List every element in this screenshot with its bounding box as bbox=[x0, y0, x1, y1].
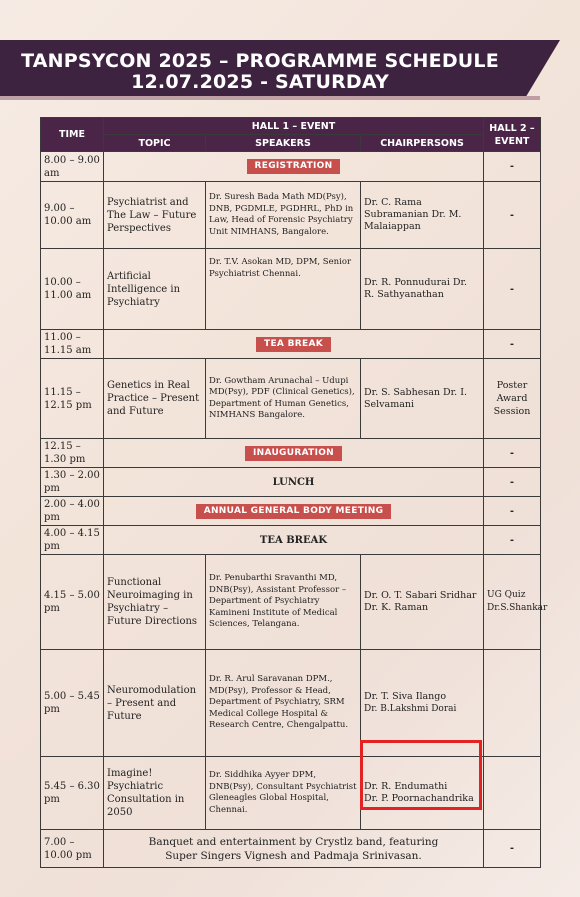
table-row bbox=[41, 249, 541, 330]
header-row-2 bbox=[41, 135, 541, 152]
topic-cell: Psychiatrist and The Law – Future Perspectives bbox=[104, 182, 206, 249]
header-topic: TOPIC bbox=[104, 135, 206, 152]
time-cell: 11.00 – 11.15 am bbox=[41, 330, 104, 359]
banquet-line-2: Super Singers Vignesh and Padmaja Srinivasan. bbox=[165, 849, 422, 862]
speaker-cell: Dr. Gowtham Arunachal – Udupi MD(Psy), PDF (Clinical Genetics), Department of Human Genetics, NIMHANS Bangalore. bbox=[206, 359, 361, 439]
hall2-cell: - bbox=[484, 830, 541, 868]
time-cell: 8.00 – 9.00 am bbox=[41, 152, 104, 182]
hall2-cell: - bbox=[484, 152, 541, 182]
header-row-1 bbox=[41, 118, 541, 135]
header-hall1: HALL 1 – EVENT bbox=[104, 118, 484, 135]
lunch-cell: LUNCH bbox=[104, 468, 484, 497]
hall2-cell: - bbox=[484, 249, 541, 330]
table-row bbox=[41, 526, 541, 555]
hall2-cell bbox=[484, 757, 541, 830]
table-row bbox=[41, 555, 541, 650]
table-row bbox=[41, 497, 541, 526]
table-row bbox=[41, 468, 541, 497]
chairperson-name: Dr. P. Poornachandrika bbox=[364, 793, 474, 804]
hall2-cell: - bbox=[484, 526, 541, 555]
topic-cell: Neuromodulation – Present and Future bbox=[104, 650, 206, 757]
chairpersons-cell: Dr. C. Rama Subramanian Dr. M. Malaiappan bbox=[361, 182, 484, 249]
event-cell bbox=[104, 497, 484, 526]
topic-cell: Artificial Intelligence in Psychiatry bbox=[104, 249, 206, 330]
header-speakers: SPEAKERS bbox=[206, 135, 361, 152]
time-cell: 5.00 – 5.45 pm bbox=[41, 650, 104, 757]
event-cell bbox=[104, 330, 484, 359]
event-cell bbox=[104, 152, 484, 182]
time-cell: 11.15 – 12.15 pm bbox=[41, 359, 104, 439]
table-row bbox=[41, 330, 541, 359]
time-cell: 2.00 – 4.00 pm bbox=[41, 497, 104, 526]
speaker-cell: Dr. T.V. Asokan MD, DPM, Senior Psychiatrist Chennai. bbox=[206, 249, 361, 330]
page-title: TANPSYCON 2025 – PROGRAMME SCHEDULE bbox=[21, 50, 499, 72]
time-cell: 1.30 – 2.00 pm bbox=[41, 468, 104, 497]
hall2-cell bbox=[484, 555, 548, 650]
tea-break-label: TEA BREAK bbox=[256, 337, 331, 352]
topic-cell: Genetics in Real Practice – Present and Future bbox=[104, 359, 206, 439]
highlight-box bbox=[360, 740, 482, 810]
chairperson-name: Dr. T. Siva Ilango bbox=[364, 691, 447, 702]
page-subtitle-date: 12.07.2025 - SATURDAY bbox=[131, 71, 389, 93]
time-cell: 10.00 – 11.00 am bbox=[41, 249, 104, 330]
ug-quiz-coordinator: Dr.S.Shankar bbox=[487, 603, 548, 613]
banquet-line-1: Banquet and entertainment by Crystlz band, featuring bbox=[148, 835, 439, 848]
table-row bbox=[41, 182, 541, 249]
chairpersons-cell: Dr. S. Sabhesan Dr. I. Selvamani bbox=[361, 359, 484, 439]
inauguration-label: INAUGURATION bbox=[245, 446, 342, 461]
speaker-cell: Dr. Penubarthi Sravanthi MD, DNB(Psy), Assistant Professor – Department of Psychiatry Kamineni Institute of Medical Sciences, Telangana. bbox=[206, 555, 361, 650]
table-row bbox=[41, 359, 541, 439]
time-cell: 4.00 – 4.15 pm bbox=[41, 526, 104, 555]
time-cell: 4.15 – 5.00 pm bbox=[41, 555, 104, 650]
banner-accent bbox=[0, 96, 540, 100]
table-row bbox=[41, 830, 541, 868]
table-row bbox=[41, 439, 541, 468]
speaker-cell: Dr. Suresh Bada Math MD(Psy), DNB, PGDMLE, PGDHRL, PhD in Law, Head of Forensic Psychiatry Unit NIMHANS, Bangalore. bbox=[206, 182, 361, 249]
time-cell: 5.45 – 6.30 pm bbox=[41, 757, 104, 830]
header-chairpersons: CHAIRPERSONS bbox=[361, 135, 484, 152]
registration-label: REGISTRATION bbox=[247, 159, 341, 174]
hall2-cell bbox=[484, 650, 541, 757]
table-row bbox=[41, 152, 541, 182]
chairpersons-cell: Dr. R. Ponnudurai Dr. R. Sathyanathan bbox=[361, 249, 484, 330]
hall2-cell: - bbox=[484, 468, 541, 497]
hall2-cell: - bbox=[484, 182, 541, 249]
topic-cell: Imagine! Psychiatric Consultation in 2050 bbox=[104, 757, 206, 830]
agm-label: ANNUAL GENERAL BODY MEETING bbox=[196, 504, 392, 519]
chairpersons-cell: Dr. O. T. Sabari Sridhar Dr. K. Raman bbox=[361, 555, 484, 650]
speaker-cell: Dr. Siddhika Ayyer DPM, DNB(Psy), Consultant Psychiatrist Gleneagles Global Hospital, Chennai. bbox=[206, 757, 361, 830]
tea-break-cell: TEA BREAK bbox=[104, 526, 484, 555]
time-cell: 9.00 – 10.00 am bbox=[41, 182, 104, 249]
speaker-cell: Dr. R. Arul Saravanan DPM., MD(Psy), Professor & Head, Department of Psychiatry, SRM Medical College Hospital & Research Centre, Chengalpattu. bbox=[206, 650, 361, 757]
header-time: TIME bbox=[41, 118, 104, 152]
chairperson-name: Dr. R. Endumathi bbox=[364, 781, 448, 792]
hall2-cell: - bbox=[484, 497, 541, 526]
time-cell: 12.15 – 1.30 pm bbox=[41, 439, 104, 468]
event-cell bbox=[104, 439, 484, 468]
chairperson-name: Dr. B.Lakshmi Dorai bbox=[364, 704, 457, 714]
hall2-cell: - bbox=[484, 439, 541, 468]
header-hall2: HALL 2 – EVENT bbox=[484, 118, 541, 152]
topic-cell: Functional Neuroimaging in Psychiatry – Future Directions bbox=[104, 555, 206, 650]
ug-quiz-label: UG Quiz bbox=[487, 590, 526, 600]
banquet-cell bbox=[104, 830, 484, 868]
hall2-cell: Poster Award Session bbox=[484, 359, 541, 439]
time-cell: 7.00 – 10.00 pm bbox=[41, 830, 104, 868]
hall2-cell: - bbox=[484, 330, 541, 359]
